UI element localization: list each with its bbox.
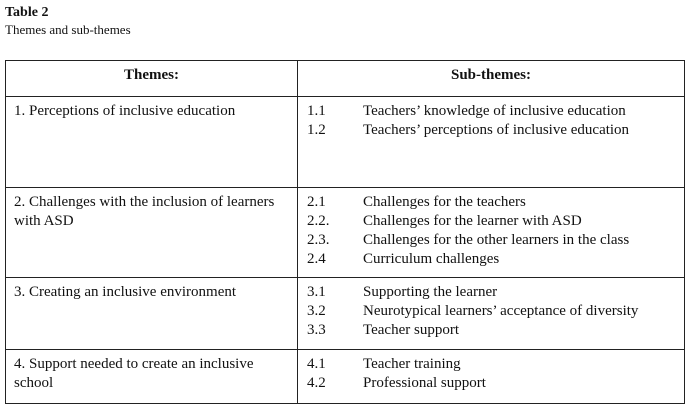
subthemes-cell [307, 355, 486, 393]
subthemes-header: Sub-themes: [450, 67, 531, 83]
subtheme-number: 3.1 [307, 284, 326, 300]
column-divider [297, 350, 298, 403]
subtheme-text: Challenges for the learner with ASD [363, 213, 582, 229]
subtheme-item [307, 212, 629, 231]
subtheme-number: 2.1 [307, 194, 326, 210]
subtheme-item [307, 102, 629, 121]
subtheme-item [307, 193, 629, 212]
themes-table [5, 60, 685, 404]
subtheme-text: Teachers’ perceptions of inclusive education [363, 122, 630, 138]
subtheme-item [307, 302, 638, 321]
subtheme-text: Teacher support [363, 322, 459, 338]
theme-cell: 2. Challenges with the inclusion of learners with ASD [14, 194, 275, 229]
subtheme-number: 3.3 [307, 322, 326, 338]
subtheme-item [307, 283, 638, 302]
subtheme-text: Teacher training [363, 356, 461, 372]
subthemes-cell [307, 283, 638, 340]
subtheme-text: Professional support [363, 375, 486, 391]
table-row [6, 277, 684, 349]
table-row [6, 187, 684, 277]
subtheme-text: Curriculum challenges [363, 251, 500, 267]
subtheme-number: 1.2 [307, 122, 326, 138]
subtheme-number: 2.2. [307, 213, 330, 229]
subtheme-item [307, 321, 638, 340]
subtheme-text: Supporting the learner [363, 284, 498, 300]
table-title: Themes and sub-themes [5, 22, 131, 37]
subtheme-item [307, 374, 486, 393]
subtheme-item [307, 250, 629, 269]
subtheme-text: Teachers’ knowledge of inclusive education [363, 103, 626, 119]
column-divider [297, 97, 298, 187]
subtheme-item [307, 355, 486, 374]
subtheme-text: Challenges for the other learners in the class [363, 232, 630, 248]
table-row [6, 349, 684, 403]
subtheme-number: 2.3. [307, 232, 330, 248]
theme-cell: 4. Support needed to create an inclusive school [14, 356, 254, 391]
table-header-row [6, 61, 684, 96]
subtheme-item [307, 231, 629, 250]
theme-cell: 1. Perceptions of inclusive education [14, 103, 236, 119]
theme-cell: 3. Creating an inclusive environment [14, 284, 237, 300]
subtheme-number: 2.4 [307, 251, 326, 267]
subtheme-text: Neurotypical learners’ acceptance of diversity [363, 303, 639, 319]
table-caption [5, 4, 131, 38]
column-divider [297, 278, 298, 349]
subtheme-number: 4.1 [307, 356, 326, 372]
subthemes-cell [307, 102, 629, 140]
subtheme-text: Challenges for the teachers [363, 194, 526, 210]
table-row [6, 96, 684, 187]
themes-header: Themes: [124, 67, 179, 83]
subtheme-number: 4.2 [307, 375, 326, 391]
subtheme-number: 3.2 [307, 303, 326, 319]
subtheme-number: 1.1 [307, 103, 326, 119]
subtheme-item [307, 121, 629, 140]
table-label: Table 2 [5, 5, 49, 20]
column-divider [297, 188, 298, 277]
subthemes-cell [307, 193, 629, 269]
